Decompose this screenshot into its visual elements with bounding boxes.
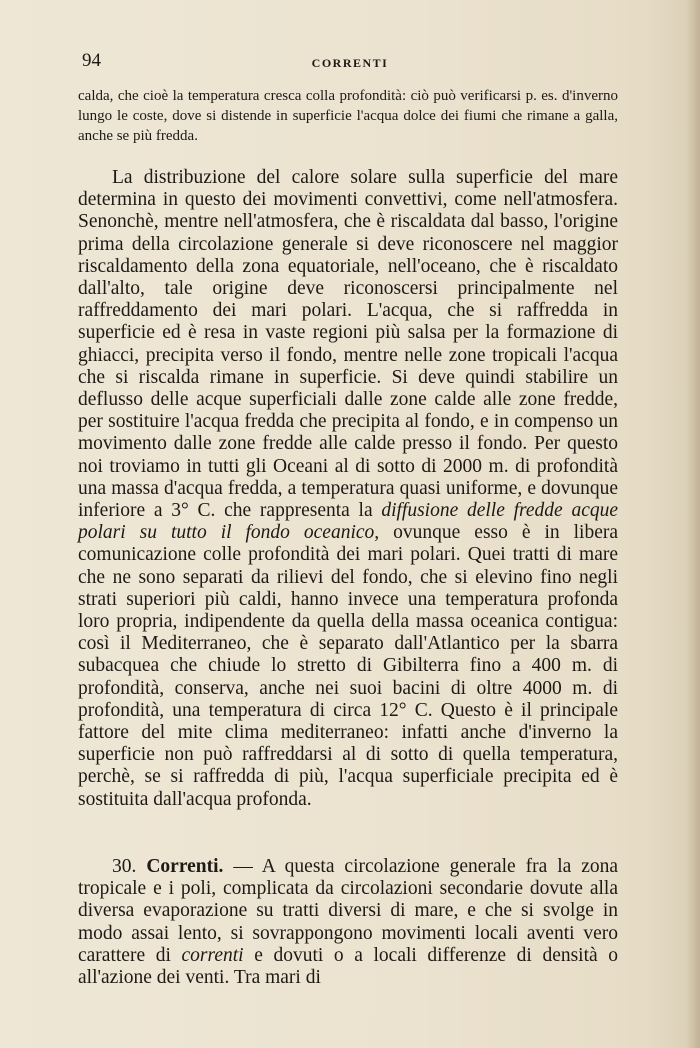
page-number: 94 xyxy=(82,50,101,71)
running-title: CORRENTI xyxy=(311,56,389,70)
section-text-a: — A questa circolazione generale fra la zona tropicale e i poli, complicata da circolazioni secondarie dovute alla diversa evaporazione su tratti diversi di mare, e che si svolge in modo assai lento, si sovrappongono movimenti locali aventi vero carattere di xyxy=(78,856,619,966)
section-text-b: e dovuti o a locali differenze di densità o all'azione dei venti. Tra mari di xyxy=(78,944,619,989)
section-number: 30. xyxy=(112,856,137,877)
page-header xyxy=(80,50,620,76)
page-edge-shadow xyxy=(686,0,700,1048)
paragraph-italic-phrase: diffusione delle fredde acque polari su tutto il fondo oceanico, xyxy=(78,500,619,544)
paragraph-text-b: ovunque esso è in libera comunicazione colle profondità dei mari polari. Quei tratti di mare che ne sono separati da rilievi del fondo, che si elevino fino negli strati superiori più caldi, hanno invece una temperatura profonda loro propria, indipendente da quella della massa oceanica contigua: così il Mediterraneo, che è separato dall'Atlantico per la sbarra subacquea che chiude lo stretto di Gibilterra fino a 400 m. di profondità, conserva, anche nei suoi bacini di oltre 4000 m. di profondità, una temperatura di circa 12° C. Questo è il principale fattore del mite clima mediterraneo: infatti anche d'inverno la superficie non può raffreddarsi al di sotto di quella temperatura, perchè, se si raffredda di più, l'acqua superficiale precipita ed è sostituita dall'acqua profonda. xyxy=(78,522,619,810)
intro-text: calda, che cioè la temperatura cresca colla profondità: ciò può verificarsi p. es. d'inverno lungo le coste, dove si distende in superficie l'acqua dolce dei fiumi che rimane a galla, anche se più fredda. xyxy=(78,88,618,144)
section-title: Correnti. xyxy=(146,856,224,877)
paragraph-convection xyxy=(78,167,618,811)
intro-paragraph xyxy=(78,86,618,146)
section-30-paragraph xyxy=(78,856,618,989)
paragraph-text-a: La distribuzione del calore solare sulla superficie del mare determina in questo dei movimenti convettivi, come nell'atmosfera. Senonchè, mentre nell'atmosfera, che è riscaldata dal basso, l'origine prima della circolazione generale si deve riconoscere nel maggior riscaldamento della zona equatoriale, nell'oceano, che è riscaldato dall'alto, tale origine deve riconoscersi principalmente nel raffreddamento dei mari polari. L'acqua, che si raffredda in superficie ed è resa in vaste regioni più salsa per la formazione di ghiacci, precipita verso il fondo, mentre nelle zone tropicali l'acqua che si riscalda rimane in superficie. Si deve quindi stabilire un deflusso delle acque superficiali dalle zone calde alle zone fredde, per sostituire l'acqua fredda che precipita al fondo, e in compenso un movimento dalle zone fredde alle calde presso il fondo. Per questo noi troviamo in tutti gli Oceani al di sotto di 2000 m. di profondità una massa d'acqua fredda, a temperatura quasi uniforme, e dovunque inferiore a 3° C. che rappresenta la xyxy=(78,167,618,522)
section-italic-word: correnti xyxy=(181,944,244,966)
